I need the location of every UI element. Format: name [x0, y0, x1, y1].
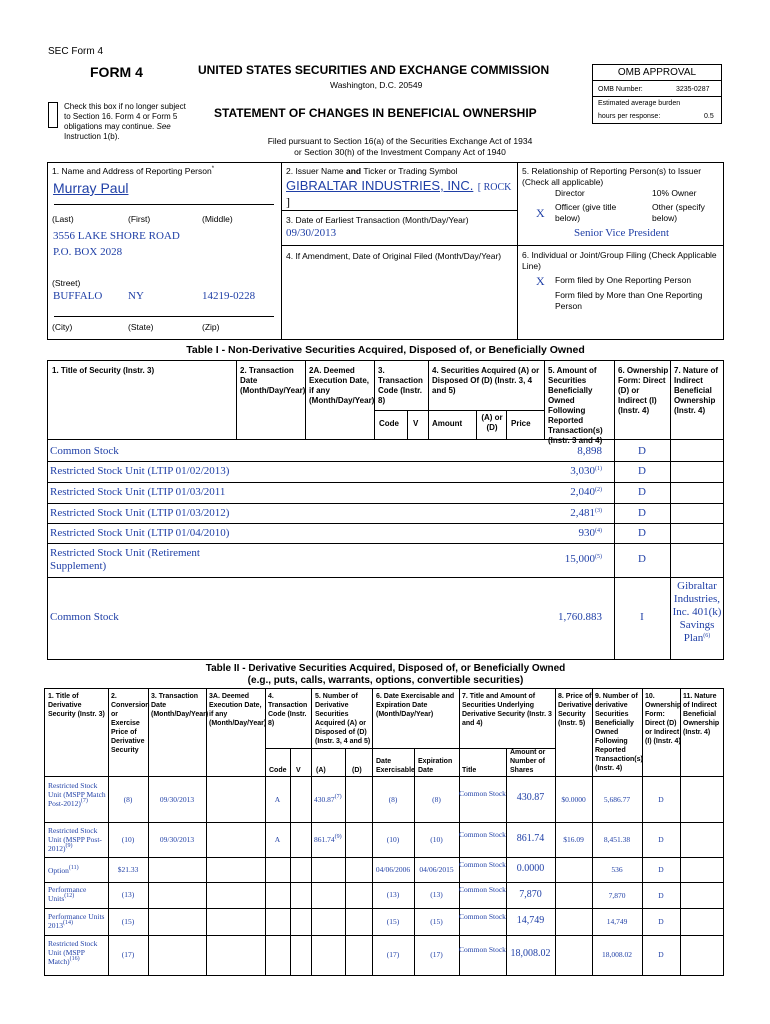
t1-form: D	[638, 527, 646, 539]
table-row: Restricted Stock Unit (MSPP Match)$^{(16)}$	[48, 939, 98, 966]
t2-col9-header: 9. Number of derivative Securities Beneficially Owned Following Reported Transaction(s) (Instr. 4)	[595, 693, 643, 772]
t2-code-header: Code	[269, 767, 287, 774]
t2-col7-header: 7. Title and Amount of Securities Underlying Derivative Security (Instr. 3 and 4)	[462, 693, 552, 727]
city-value: BUFFALO	[53, 290, 103, 302]
t2-date: 09/30/2013	[159, 835, 195, 844]
table-row: Restricted Stock Unit (LTIP 01/03/2012)	[50, 507, 230, 519]
table-row: Restricted Stock Unit (Retirement Supplement)	[50, 547, 200, 572]
t1-amount-owned: 2,040$^{(2)}$	[570, 486, 602, 498]
t2-col4-header: 4. Transaction Code (Instr. 8)	[268, 693, 308, 727]
t2-acquired: 430.87$^{(7)}$	[314, 794, 342, 804]
t2-amount-header: Amount or Number of Shares	[510, 749, 546, 774]
table-row: Common Stock	[50, 445, 119, 457]
t2-date-ex: (8)	[388, 795, 398, 804]
commission-location: Washington, D.C. 20549	[330, 80, 423, 90]
t1-aord-header: (A) or (D)	[481, 413, 503, 432]
t2-price: $0.0000	[561, 795, 586, 804]
omb-number-label: OMB Number:	[598, 86, 643, 93]
omb-number: 3235-0287	[676, 86, 710, 93]
t2-owned: 14,749	[606, 917, 628, 926]
t2-exp: (15)	[430, 917, 443, 926]
middle-label: (Middle)	[202, 214, 233, 224]
t1-form: I	[640, 611, 644, 623]
t2-utitle: Common Stock	[459, 912, 506, 921]
t2-col8-header: 8. Price of Derivative Security (Instr. 5)	[558, 693, 592, 727]
filed-pursuant: Filed pursuant to Section 16(a) of the Securities Exchange Act of 1934 or Section 30(h) of the Investment Company Act of 1940	[267, 136, 533, 157]
officer-check-mark[interactable]: X	[536, 206, 545, 220]
table-row: Restricted Stock Unit (LTIP 01/03/2011	[50, 486, 226, 498]
t1-col2a-header: 2A. Deemed Execution Date, if any (Month/Day/Year)	[309, 366, 375, 405]
t2-conv: (15)	[121, 917, 135, 926]
table-row: Option$^{(11)}$	[48, 865, 79, 875]
address-line-2: P.O. BOX 2028	[53, 246, 123, 258]
table1-title: Table I - Non-Derivative Securities Acquired, Disposed of, or Beneficially Owned	[186, 344, 585, 356]
t2-exp: (17)	[430, 950, 443, 959]
t2-owned: 5,686.77	[603, 795, 631, 804]
table-row: Restricted Stock Unit (MSPP Match Post-2012)$^{(7)}$	[48, 781, 106, 808]
t2-shares: 0.0000	[516, 863, 545, 874]
t1-col6-header: 6. Ownership Form: Direct (D) or Indirect (I) (Instr. 4)	[618, 366, 669, 415]
no-longer-subject-checkbox[interactable]	[48, 102, 58, 128]
t2-form: D	[658, 795, 664, 804]
t1-form: D	[638, 507, 646, 519]
zip-value: 14219-0228	[202, 290, 256, 302]
t1-code-header: Code	[379, 419, 399, 428]
t1-amount-owned: 1,760.883	[558, 611, 602, 623]
t2-utitle: Common Stock	[459, 789, 506, 798]
t2-title-header: Title	[462, 767, 477, 774]
filing-type-label: 6. Individual or Joint/Group Filing (Check Applicable Line)	[522, 250, 717, 271]
t2-owned: 7,870	[608, 891, 626, 900]
last-label: (Last)	[52, 214, 74, 224]
t2-owned: 18,008.02	[602, 950, 632, 959]
t2-form: D	[658, 835, 664, 844]
t1-amount-owned: 8,898	[577, 445, 602, 457]
t2-col5-header: 5. Number of Derivative Securities Acquired (A) or Disposed of (D) (Instr. 3, 4 and 5)	[315, 693, 371, 745]
zip-label: (Zip)	[202, 322, 220, 332]
t1-amount-owned: 2,481$^{(3)}$	[570, 507, 602, 519]
t1-form: D	[638, 553, 646, 565]
t1-v-header: V	[413, 419, 419, 428]
table-row: Performance Units$^{(12)}$	[48, 885, 87, 903]
omb-title: OMB APPROVAL	[617, 67, 697, 78]
state-value: NY	[128, 290, 144, 302]
t2-utitle: Common Stock	[459, 830, 506, 839]
t2-owned: 8,451.38	[603, 835, 631, 844]
t2-exp: (13)	[430, 890, 443, 899]
officer-title: Senior Vice President	[574, 227, 670, 239]
t1-amount-header: Amount	[432, 419, 463, 428]
t2-a-header: (A)	[316, 767, 326, 774]
t2-col6-header: 6. Date Exercisable and Expiration Date (Month/Day/Year)	[376, 693, 455, 718]
t1-nature: Gibraltar Industries, Inc. 401(k) Savings Plan$^{(6)}$	[672, 580, 722, 644]
t2-form: D	[658, 950, 664, 959]
table2-title: Table II - Derivative Securities Acquired, Disposed of, or Beneficially Owned (e.g., puts, calls, warrants, options, convertible securities)	[205, 663, 566, 686]
burden-label: Estimated average burden	[598, 100, 681, 107]
t1-col1-header: 1. Title of Security (Instr. 3)	[52, 366, 155, 375]
first-label: (First)	[128, 214, 151, 224]
t1-col5-header: 5. Amount of Securities Beneficially Owned Following Reported Transaction(s) (Instr. 3 and 4)	[548, 366, 603, 445]
issuer-label: 2. Issuer Name and Ticker or Trading Symbol	[286, 166, 458, 176]
reporting-person-name: Murray Paul	[53, 180, 129, 196]
t2-conv: (8)	[123, 795, 133, 804]
street-label: (Street)	[52, 278, 81, 288]
t2-code: A	[274, 835, 281, 844]
t2-col10-header: 10. Ownership Form: Direct (D) or Indirect (I) (Instr. 4)	[645, 693, 682, 745]
earliest-transaction-date: 09/30/2013	[286, 227, 337, 239]
t1-price-header: Price	[511, 419, 531, 428]
t2-shares: 7,870	[519, 889, 542, 900]
t1-col2-header: 2. Transaction Date (Month/Day/Year)	[240, 366, 306, 395]
t2-col11-header: 11. Nature of Indirect Beneficial Ownership (Instr. 4)	[683, 693, 720, 736]
t2-code: A	[274, 795, 281, 804]
t2-date-ex: 04/06/2006	[375, 865, 411, 874]
table-row: Common Stock	[50, 611, 119, 623]
t2-utitle: Common Stock	[459, 885, 506, 894]
ten-pct-owner-option[interactable]: 10% Owner	[652, 188, 697, 198]
t2-form: D	[658, 865, 664, 874]
t2-exp-header: Expiration Date	[418, 758, 453, 774]
t2-shares: 430.87	[516, 792, 545, 803]
t1-amount-owned: 15,000$^{(5)}$	[564, 553, 602, 565]
city-label: (City)	[52, 322, 73, 332]
t2-shares: 861.74	[516, 833, 545, 844]
issuer-name: GIBRALTAR INDUSTRIES, INC. [ ROCK ]	[286, 178, 512, 209]
t1-col7-header: 7. Nature of Indirect Beneficial Ownership (Instr. 4)	[674, 366, 719, 415]
t1-form: D	[638, 445, 646, 457]
commission-title: UNITED STATES SECURITIES AND EXCHANGE COMMISSION	[198, 63, 550, 77]
t2-conv: (13)	[121, 890, 135, 899]
t1-col3-header: 3. Transaction Code (Instr. 8)	[378, 366, 423, 405]
amendment-label: 4. If Amendment, Date of Original Filed (Month/Day/Year)	[286, 251, 502, 261]
director-option[interactable]: Director	[555, 188, 585, 198]
t1-form: D	[638, 465, 646, 477]
t2-date-ex: (15)	[386, 917, 400, 926]
one-person-check-mark[interactable]: X	[536, 274, 545, 288]
t2-date-ex-header: Date Exercisable	[376, 758, 415, 774]
t1-amount-owned: 930$^{(4)}$	[578, 527, 602, 539]
one-person-option[interactable]: Form filed by One Reporting Person	[555, 275, 692, 285]
table-row: Restricted Stock Unit (LTIP 01/02/2013)	[50, 465, 230, 477]
t1-col4-header: 4. Securities Acquired (A) or Disposed Of (D) (Instr. 3, 4 and 5)	[432, 366, 540, 395]
t2-d-header: (D)	[352, 767, 362, 774]
sec-form-label: SEC Form 4	[48, 46, 104, 57]
table-row: Restricted Stock Unit (MSPP Post-2012)$^{(9)}$	[48, 826, 102, 853]
t2-col3-header: 3. Transaction Date (Month/Day/Year)	[151, 693, 209, 718]
officer-option[interactable]: Officer (give title below)	[555, 202, 617, 223]
state-label: (State)	[128, 322, 154, 332]
checkbox-instructions: Check this box if no longer subject to Section 16. Form 4 or Form 5 obligations may continue. See Instruction 1(b).	[64, 102, 186, 141]
t2-price: $16.09	[563, 835, 584, 844]
t2-conv: $21.33	[117, 865, 139, 874]
t2-date: 09/30/2013	[159, 795, 195, 804]
t1-amount-owned: 3,030$^{(1)}$	[570, 465, 602, 477]
t2-shares: 18,008.02	[510, 948, 551, 959]
hours-value: 0.5	[704, 113, 714, 120]
more-person-option[interactable]: Form filed by More than One Reporting Person	[555, 290, 703, 311]
earliest-transaction-label: 3. Date of Earliest Transaction (Month/Day/Year)	[286, 215, 469, 225]
table-row: Restricted Stock Unit (LTIP 01/04/2010)	[50, 527, 230, 539]
other-option[interactable]: Other (specify below)	[652, 202, 705, 223]
t2-acquired: 861.74$^{(9)}$	[314, 834, 342, 844]
t2-owned: 536	[611, 865, 623, 874]
relationship-label: 5. Relationship of Reporting Person(s) to Issuer (Check all applicable)	[522, 166, 702, 187]
t2-form: D	[658, 891, 664, 900]
t2-col3a-header: 3A. Deemed Execution Date, if any (Month/Day/Year)	[209, 693, 267, 727]
t2-utitle: Common Stock	[459, 860, 506, 869]
t2-exp: (10)	[430, 835, 443, 844]
t2-date-ex: (13)	[386, 890, 400, 899]
t2-exp: 04/06/2015	[419, 865, 454, 874]
t2-col1-header: 1. Title of Derivative Security (Instr. 3)	[48, 693, 105, 718]
t2-col2-header: 2. Conversion or Exercise Price of Derivative Security	[111, 693, 150, 754]
t2-conv: (10)	[121, 835, 135, 844]
table-row: Performance Units 2013$^{(14)}$	[48, 912, 105, 930]
t1-form: D	[638, 486, 646, 498]
t2-date-ex: (10)	[386, 835, 400, 844]
address-line-1: 3556 LAKE SHORE ROAD	[53, 230, 180, 242]
statement-title: STATEMENT OF CHANGES IN BENEFICIAL OWNERSHIP	[214, 106, 537, 120]
form-title: FORM 4	[90, 64, 143, 80]
t2-exp: (8)	[432, 795, 441, 804]
t2-conv: (17)	[121, 950, 135, 959]
t2-v-header: V	[296, 767, 301, 774]
t2-date-ex: (17)	[386, 950, 400, 959]
t2-form: D	[658, 917, 664, 926]
reporting-person-label: 1. Name and Address of Reporting Person*	[52, 166, 215, 176]
hours-label: hours per response:	[598, 113, 661, 120]
t2-utitle: Common Stock	[459, 945, 506, 954]
t2-shares: 14,749	[516, 915, 545, 926]
